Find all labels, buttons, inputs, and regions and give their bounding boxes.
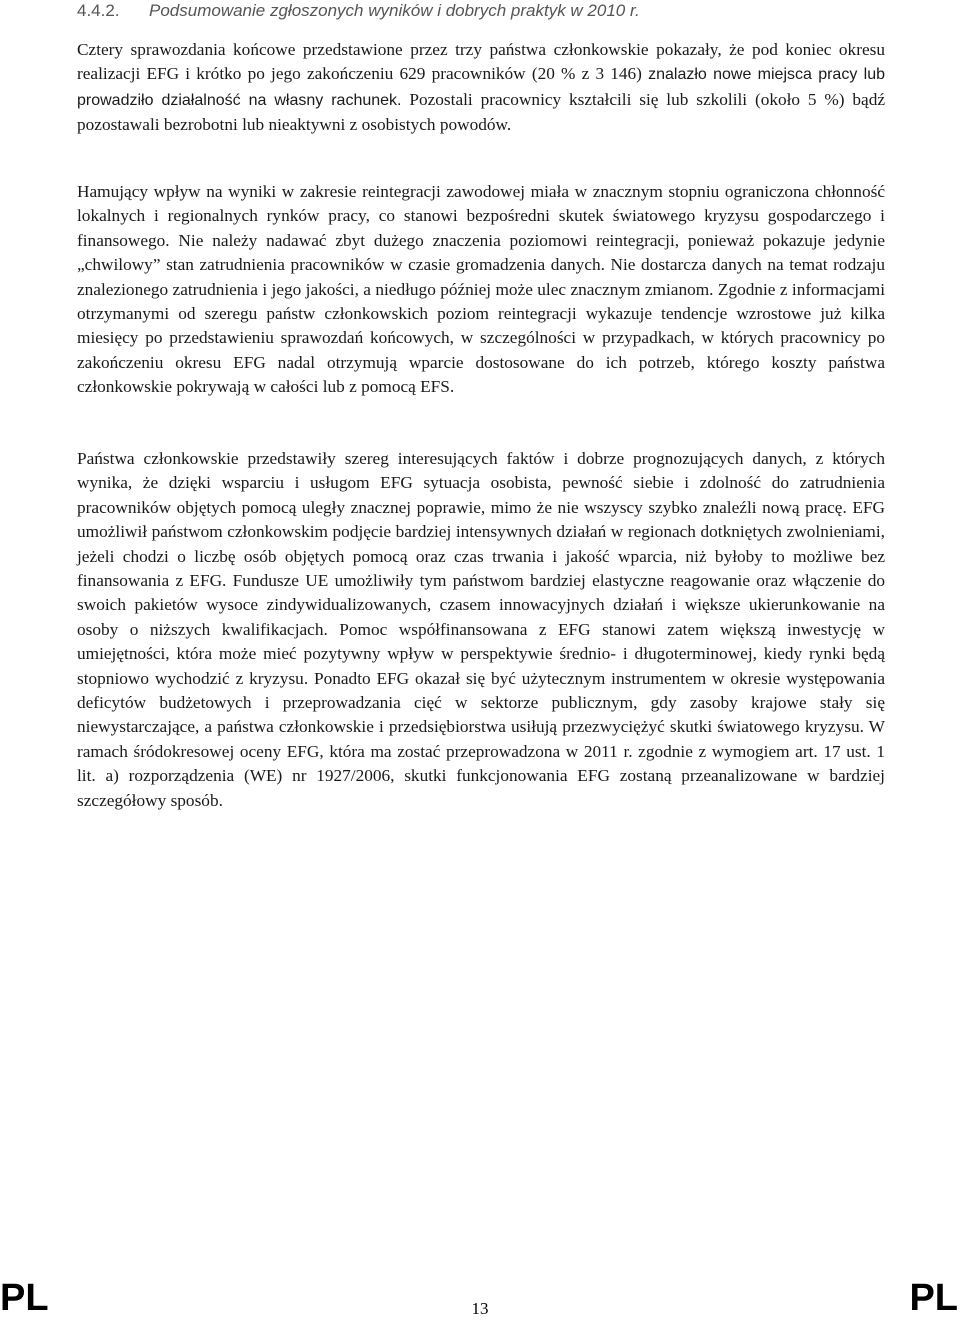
paragraph-1-part-2: znalazło nowe miejsca pracy lub prowadziło działalność na własny rachunek. bbox=[77, 66, 885, 109]
footer-language-right: PL bbox=[909, 1277, 958, 1319]
section-title: Podsumowanie zgłoszonych wyników i dobrych praktyk w 2010 r. bbox=[149, 1, 640, 20]
section-heading bbox=[77, 0, 640, 22]
section-number: 4.4.2. bbox=[77, 1, 120, 20]
paragraph-2: Hamujący wpływ na wyniki w zakresie reintegracji zawodowej miała w znacznym stopniu ograniczona chłonność lokalnych i regionalnych rynków pracy, co stanowi bezpośredni skutek światowego kryzysu gospodarczego i finansowego. Nie należy nadawać zbyt dużego znaczenia poziomowi reintegracji, ponieważ pokazuje jedynie „chwilowy” stan zatrudnienia pracowników w czasie gromadzenia danych. Nie dostarcza danych na temat rodzaju znalezionego zatrudnienia i jego jakości, a niedługo później może ulec znacznym zmianom. Zgodnie z informacjami otrzymanymi od szeregu państw członkowskich poziom reintegracji wykazuje tendencje wzrostowe już kilka miesięcy po przedstawieniu sprawozdań końcowych, w szczególności w przypadkach, w których pracownicy po zakończeniu okresu EFG nadal otrzymują wparcie dostosowane do ich potrzeb, którego koszty państwa członkowskie pokrywają w całości lub z pomocą EFS. bbox=[77, 182, 885, 397]
page-number: 13 bbox=[471, 1299, 489, 1318]
paragraph-1-part-3: Pozostali pracownicy kształcili się lub szkolili (około 5 %) bądź pozostawali bezrobotni lub nieaktywni z osobistych powodów. bbox=[77, 89, 886, 135]
paragraph-1-part-1: Cztery sprawozdania końcowe przedstawione przez trzy państwa członkowskie pokazały, że pod koniec okresu realizacji EFG i krótko po jego zakończeniu 629 pracowników (20 % z 3 146) bbox=[77, 40, 885, 84]
paragraph-3: Państwa członkowskie przedstawiły szereg interesujących faktów i dobrze prognozujących danych, z których wynika, że dzięki wsparciu i usługom EFG sytuacja osobista, pewność siebie i zdolność do zatrudnienia pracowników objętych pomocą uległy znacznej poprawie, mimo że nie wszyscy szybko znaleźli nową pracę. EFG umożliwił państwom członkowskim podjęcie bardziej intensywnych działań w regionach dotkniętych zwolnieniami, jeżeli chodzi o liczbę osób objętych pomocą oraz czas trwania i jakość wparcia, niż byłoby to możliwe bez finansowania z EFG. Fundusze UE umożliwiły tym państwom bardziej elastyczne reagowanie oraz włączenie do swoich pakietów wysoce zindywidualizowanych, czasem innowacyjnych działań i większe ukierunkowanie na osoby o niższych kwalifikacjach. Pomoc współfinansowana z EFG stanowi zatem większą inwestycję w umiejętności, która może mieć pozytywny wpływ w perspektywie średnio- i długoterminowej, kiedy rynki będą stopniowo wychodzić z kryzysu. Ponadto EFG okazał się być użytecznym instrumentem w okresie występowania deficytów budżetowych i przeprowadzania cięć w sektorze publicznym, gdy zasoby krajowe stały się niewystarczające, a państwa członkowskie i przedsiębiorstwa usiłują przezwyciężyć skutki światowego kryzysu. W ramach śródokresowej oceny EFG, która ma zostać przeprowadzona w 2011 r. zgodnie z wymogiem art. 17 ust. 1 lit. a) rozporządzenia (WE) nr 1927/2006, skutki funkcjonowania EFG zostaną przeanalizowane w bardziej szczegółowy sposób. bbox=[77, 449, 885, 810]
footer-language-left: PL bbox=[0, 1277, 49, 1319]
paragraph-1 bbox=[77, 38, 885, 138]
